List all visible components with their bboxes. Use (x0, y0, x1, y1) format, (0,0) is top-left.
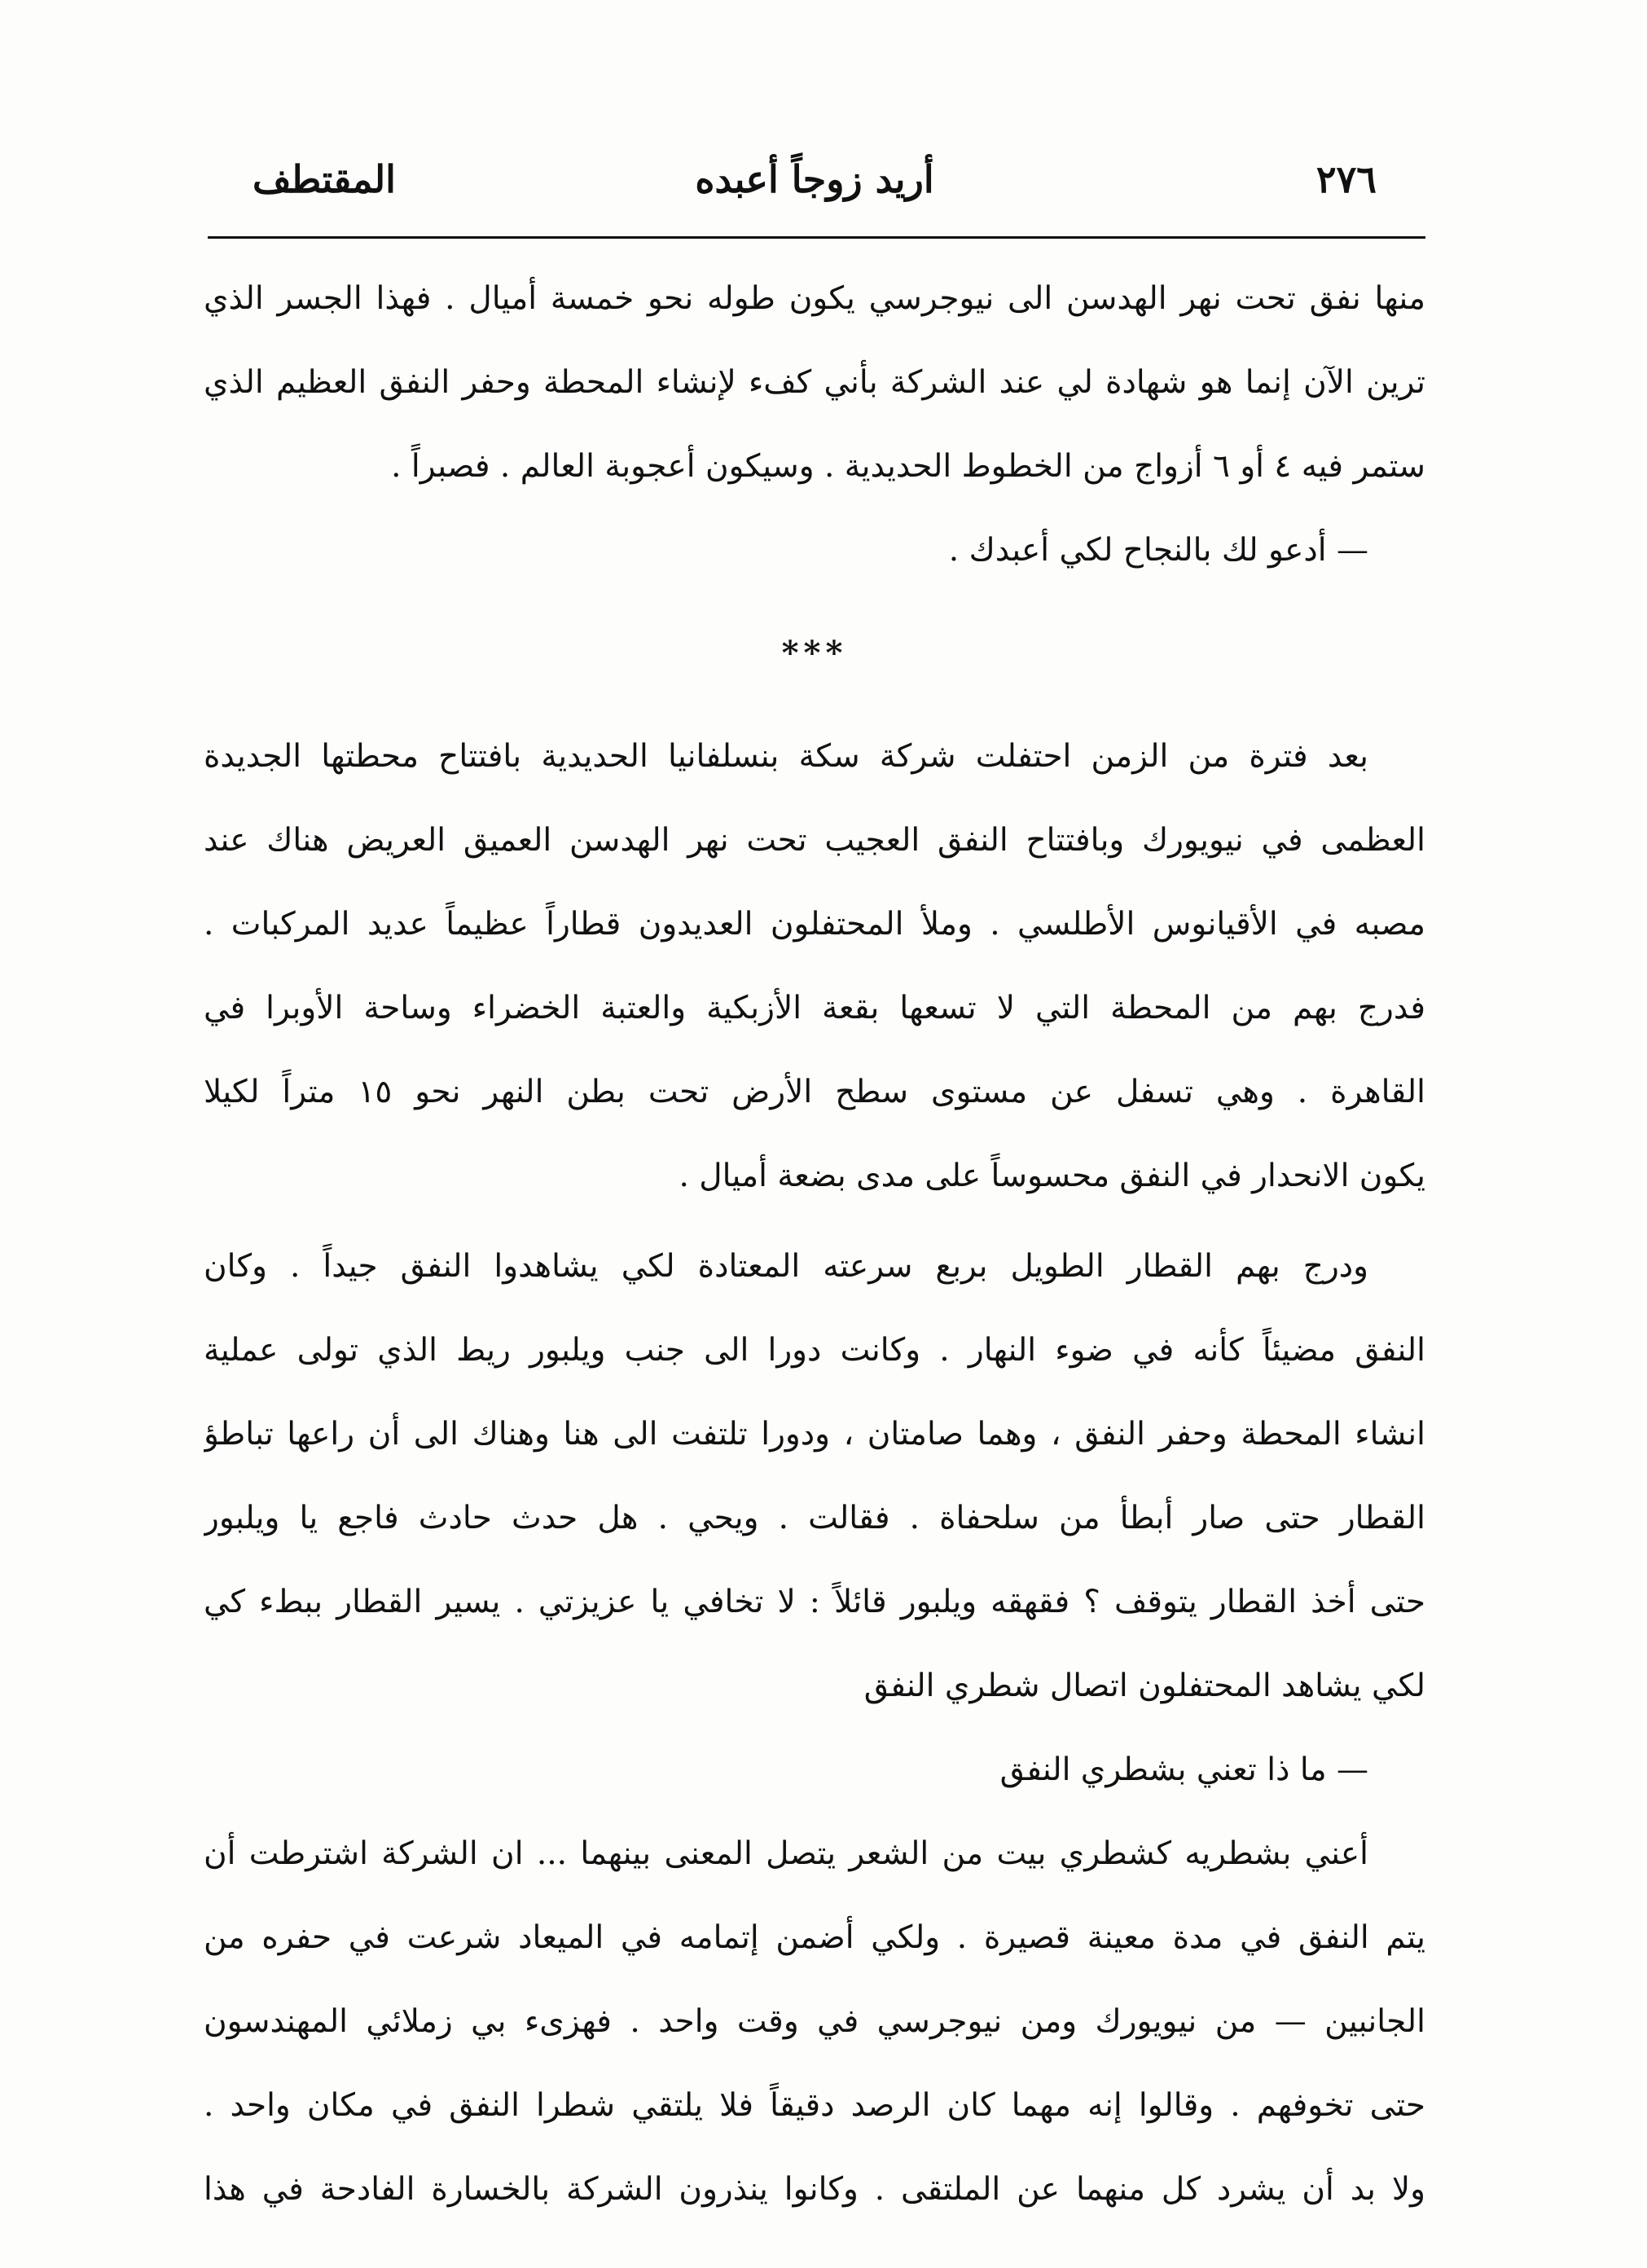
text-line: — أدعو لك بالنجاح لكي أعبدك . (948, 532, 1368, 569)
text-line: انشاء المحطة وحفر النفق ، وهما صامتان ، ودورا تلتفت الى هنا وهناك الى أن راعها تباطؤ (204, 1416, 1425, 1453)
text-line: القطار حتى صار أبطأ من سلحفاة . فقالت . ويحي . هل حدث حادث فاجع يا ويلبور (204, 1500, 1425, 1536)
text-line: — ما ذا تعني بشطري النفق (999, 1752, 1368, 1788)
text-line: ولا بد أن يشرد كل منهما عن الملتقى . وكانوا ينذرون الشركة بالخسارة الفادحة في هذا (204, 2171, 1425, 2208)
text-line: فدرج بهم من المحطة التي لا تسعها بقعة الأزبكية والعتبة الخضراء وساحة الأوبرا في (204, 990, 1425, 1026)
text-line: لكي يشاهد المحتفلون اتصال شطري النفق (863, 1668, 1425, 1704)
text-line: الجانبين — من نيويورك ومن نيوجرسي في وقت واحد . فهزىء بي زملائي المهندسون (204, 2003, 1425, 2040)
text-line: يكون الانحدار في النفق محسوساً على مدى بضعة أميال . (679, 1158, 1425, 1194)
text-line: ودرج بهم القطار الطويل بربع سرعته المعتادة لكي يشاهدوا النفق جيداً . وكان (204, 1248, 1368, 1285)
text-line: منها نفق تحت نهر الهدسن الى نيوجرسي يكون طوله نحو خمسة أميال . فهذا الجسر الذي (204, 280, 1425, 317)
text-line: يتم النفق في مدة معينة قصيرة . ولكي أضمن إتمامه في الميعاد شرعت في حفره من (204, 1919, 1425, 1956)
text-line: أعني بشطريه كشطري بيت من الشعر يتصل المعنى بينهما ... ان الشركة اشترطت أن (204, 1835, 1368, 1872)
header-rule (208, 236, 1425, 239)
text-line: مصبه في الأقيانوس الأطلسي . وملأ المحتفلون العديدون قطاراً عظيماً عديد المركبات . (204, 906, 1425, 943)
text-line: النفق مضيئاً كأنه في ضوء النهار . وكانت دورا الى جنب ويلبور ريط الذي تولى عملية (204, 1332, 1425, 1369)
text-line: بعد فترة من الزمن احتفلت شركة سكة بنسلفانيا الحديدية بافتتاح محطتها الجديدة (204, 738, 1368, 775)
journal-name: المقتطف (253, 157, 396, 201)
page-number: ٢٧٦ (1315, 157, 1377, 201)
page-header (204, 151, 1425, 216)
text-line: حتى تخوفهم . وقالوا إنه مهما كان الرصد دقيقاً فلا يلتقي شطرا النفق في مكان واحد . (204, 2087, 1425, 2124)
text-line: ترين الآن إنما هو شهادة لي عند الشركة بأني كفء لإنشاء المحطة وحفر النفق العظيم الذي (204, 364, 1425, 401)
article-body (204, 257, 1425, 2231)
text-line: العظمى في نيويورك وبافتتاح النفق العجيب تحت نهر الهدسن العميق العريض هناك عند (204, 822, 1425, 859)
text-line: ستمر فيه ٤ أو ٦ أزواج من الخطوط الحديدية . وسيكون أعجوبة العالم . فصبراً . (391, 448, 1425, 485)
text-line: حتى أخذ القطار يتوقف ؟ فقهقه ويلبور قائلاً : لا تخافي يا عزيزتي . يسير القطار ببطء كي (204, 1584, 1425, 1620)
section-separator: *** (781, 634, 848, 672)
running-title: أريد زوجاً أعبده (695, 157, 934, 201)
text-line: القاهرة . وهي تسفل عن مستوى سطح الأرض تحت بطن النهر نحو ١٥ متراً لكيلا (204, 1074, 1425, 1110)
